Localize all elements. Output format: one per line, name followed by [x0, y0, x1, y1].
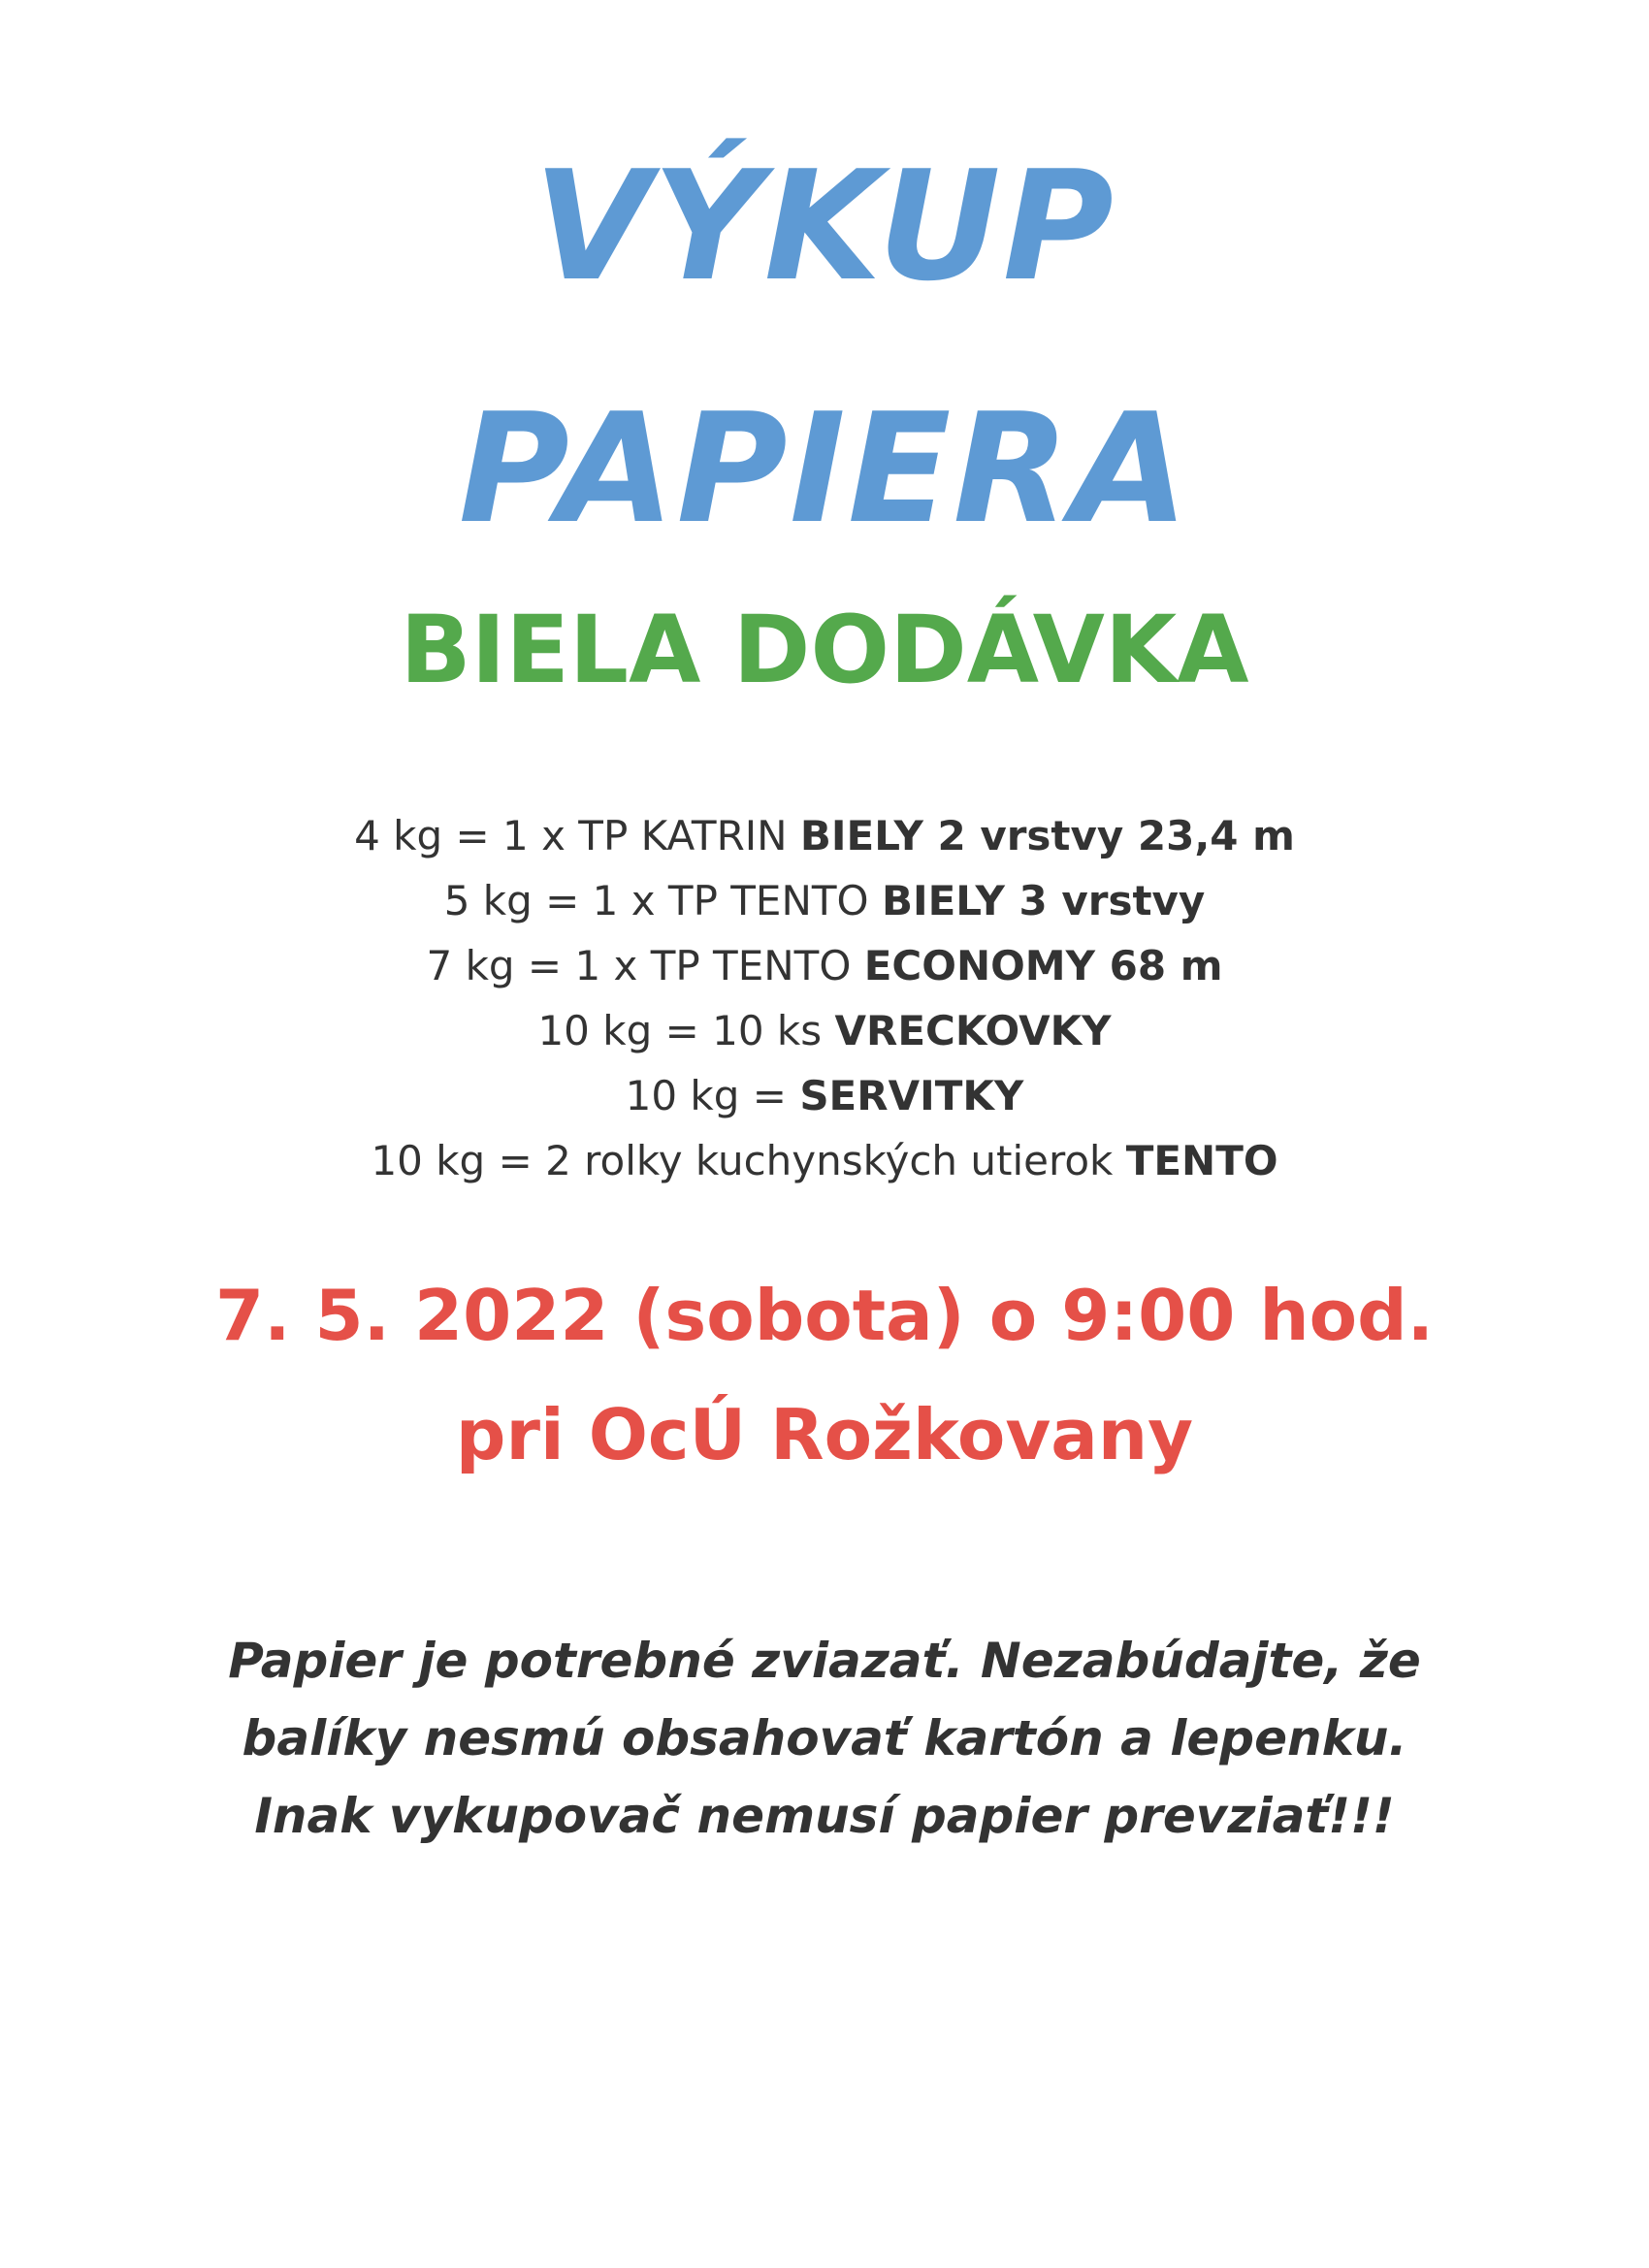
offer-weight-text: 10 kg = 10 ks	[537, 1007, 835, 1054]
note-line-1: Papier je potrebné zviazať. Nezabúdajte, že	[228, 1633, 1421, 1689]
event-date: 7. 5. 2022 (sobota) o 9:00 hod.	[215, 1275, 1434, 1356]
note-line-2: balíky nesmú obsahovať kartón a lepenku.	[242, 1710, 1407, 1766]
offer-weight-text: 5 kg = 1 x TP TENTO	[443, 877, 882, 924]
flyer-title-line-1: VÝKUP	[533, 138, 1116, 314]
offer-weight-text: 10 kg =	[625, 1072, 800, 1119]
instructions-note	[0, 1622, 1649, 1855]
offer-product-text: ECONOMY 68 m	[863, 942, 1223, 989]
flyer-subtitle: BIELA DODÁVKA	[400, 596, 1249, 704]
offer-item	[0, 998, 1649, 1063]
note-line-3: Inak vykupovač nemusí papier prevziať!!!	[254, 1788, 1395, 1844]
offer-product-text: BIELY 2 vrstvy 23,4 m	[799, 812, 1295, 859]
offer-product-text: TENTO	[1125, 1137, 1278, 1184]
offer-item	[0, 933, 1649, 998]
offer-item	[0, 1128, 1649, 1193]
offer-weight-text: 4 kg = 1 x TP KATRIN	[354, 812, 800, 859]
offer-list	[0, 803, 1649, 1193]
offer-weight-text: 10 kg = 2 rolky kuchynských utierok	[371, 1137, 1126, 1184]
event-place: pri OcÚ Rožkovany	[455, 1394, 1194, 1475]
flyer-title-line-2: PAPIERA	[458, 380, 1191, 557]
offer-weight-text: 7 kg = 1 x TP TENTO	[426, 942, 864, 989]
offer-product-text: BIELY 3 vrstvy	[881, 877, 1206, 924]
offer-product-text: SERVITKY	[799, 1072, 1024, 1119]
offer-item	[0, 1063, 1649, 1128]
offer-item	[0, 803, 1649, 868]
offer-item	[0, 868, 1649, 933]
offer-product-text: VRECKOVKY	[834, 1007, 1112, 1054]
